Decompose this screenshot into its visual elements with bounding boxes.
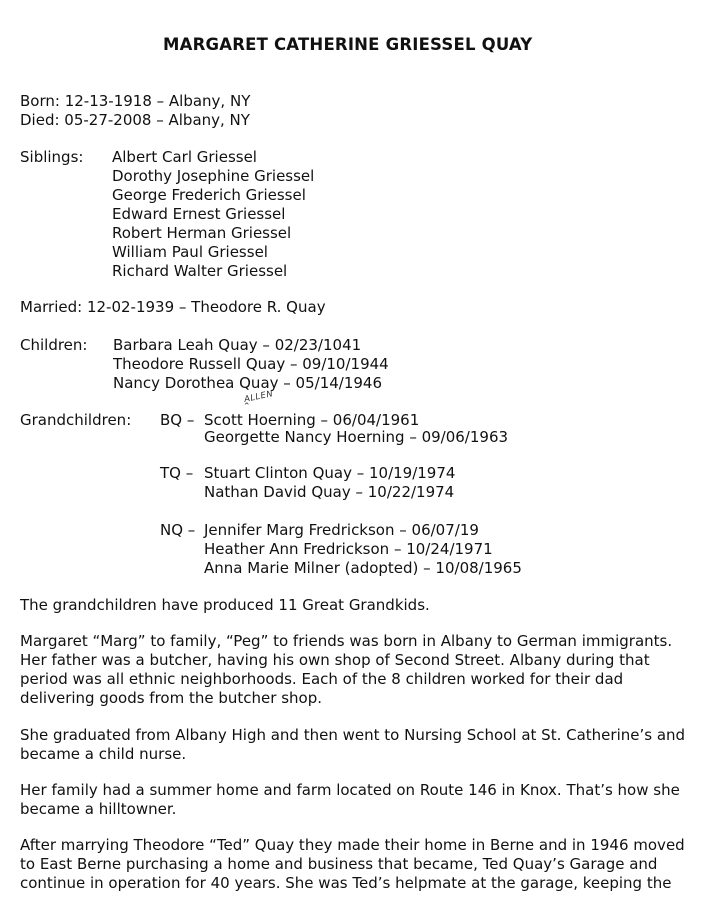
paragraph-line: became a child nurse.: [20, 745, 187, 763]
paragraph-line: became a hilltowner.: [20, 800, 177, 818]
grandchild-item: Scott Hoerning – 06/04/1961: [204, 411, 420, 429]
sibling-item: Dorothy Josephine Griessel: [112, 167, 315, 185]
insertion-caret: ⌃: [243, 402, 251, 412]
children-label: Children:: [20, 336, 88, 354]
born-line: Born: 12-13-1918 – Albany, NY: [20, 92, 251, 110]
paragraph-line: Her father was a butcher, having his own shop of Second Street. Albany during that: [20, 651, 650, 669]
grandchild-item: Nathan David Quay – 10/22/1974: [204, 483, 455, 501]
child-item: Barbara Leah Quay – 02/23/1041: [113, 336, 362, 354]
sibling-item: William Paul Griessel: [112, 243, 268, 261]
paragraph-line: continue in operation for 40 years. She was Ted’s helpmate at the garage, keeping the: [20, 874, 672, 892]
paragraph-line: Her family had a summer home and farm located on Route 146 in Knox. That’s how she: [20, 781, 680, 799]
paragraph-line: period was all ethnic neighborhoods. Each of the 8 children worked for their dad: [20, 670, 624, 688]
handwritten-allen: ALLEN: [243, 389, 275, 405]
sibling-item: George Frederich Griessel: [112, 186, 306, 204]
sibling-item: Robert Herman Griessel: [112, 224, 292, 242]
died-line: Died: 05-27-2008 – Albany, NY: [20, 111, 250, 129]
grandchild-item: Stuart Clinton Quay – 10/19/1974: [204, 464, 456, 482]
paragraph-line: She graduated from Albany High and then went to Nursing School at St. Catherine’s and: [20, 726, 686, 744]
paragraph-line: Margaret “Marg” to family, “Peg” to friends was born in Albany to German immigrants.: [20, 632, 673, 650]
sibling-item: Albert Carl Griessel: [112, 148, 257, 166]
sibling-item: Richard Walter Griessel: [112, 262, 288, 280]
great-grandkids-line: The grandchildren have produced 11 Great Grandkids.: [20, 596, 430, 614]
grandchild-item: Anna Marie Milner (adopted) – 10/08/1965: [204, 559, 522, 577]
paragraph-line: After marrying Theodore “Ted” Quay they made their home in Berne and in 1946 moved: [20, 836, 685, 854]
page-title: MARGARET CATHERINE GRIESSEL QUAY: [163, 35, 533, 54]
grandchild-item: Heather Ann Fredrickson – 10/24/1971: [204, 540, 493, 558]
grandchild-item: Jennifer Marg Fredrickson – 06/07/19: [204, 521, 479, 539]
child-item: Theodore Russell Quay – 09/10/1944: [113, 355, 389, 373]
married-line: Married: 12-02-1939 – Theodore R. Quay: [20, 298, 326, 316]
grandchildren-group-code: TQ –: [160, 464, 194, 482]
sibling-item: Edward Ernest Griessel: [112, 205, 286, 223]
grandchild-item: Georgette Nancy Hoerning – 09/06/1963: [204, 428, 509, 446]
grandchildren-group-code: BQ –: [160, 411, 195, 429]
child-item: Nancy Dorothea Quay – 05/14/1946: [113, 374, 383, 392]
paragraph-line: to East Berne purchasing a home and business that became, Ted Quay’s Garage and: [20, 855, 658, 873]
paragraph-line: delivering goods from the butcher shop.: [20, 689, 322, 707]
grandchildren-group-code: NQ –: [160, 521, 196, 539]
siblings-label: Siblings:: [20, 148, 84, 166]
grandchildren-label: Grandchildren:: [20, 411, 132, 429]
